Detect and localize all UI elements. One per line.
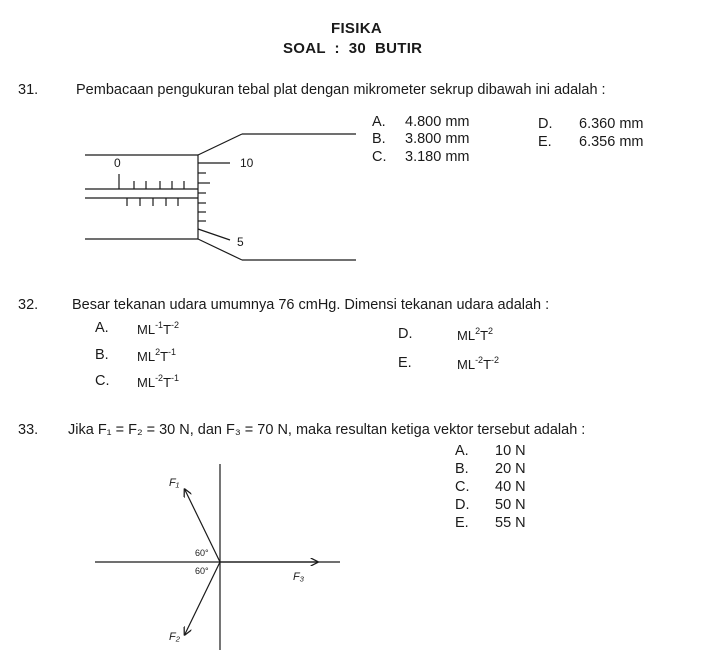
f3-label: F₃ — [293, 571, 305, 583]
option-letter: E. — [398, 355, 412, 371]
main-scale-zero-label: 0 — [114, 156, 121, 170]
thimble-upper-slant — [198, 134, 242, 155]
q33-option-b — [455, 461, 526, 477]
q31-option-e — [538, 134, 644, 150]
option-text: 6.356 mm — [579, 134, 644, 150]
q33-option-c — [455, 479, 526, 495]
option-formula: $ML^{-2}T^{-2}$ — [457, 355, 500, 372]
option-letter: D. — [398, 326, 413, 342]
page-title: FISIKA — [331, 20, 382, 37]
q32-option-c — [95, 373, 180, 390]
option-letter: B. — [372, 131, 386, 147]
option-formula: $ML^2T^2$ — [457, 326, 494, 343]
q31-option-c — [372, 149, 470, 165]
q32-option-a — [95, 320, 180, 337]
q32-option-d — [398, 326, 494, 343]
q31-option-a — [372, 114, 470, 130]
option-text: 10 N — [495, 443, 526, 459]
q31-text: Pembacaan pengukuran tebal plat dengan mikrometer sekrup dibawah ini adalah : — [76, 82, 606, 98]
f1-label: F₁ — [169, 477, 180, 489]
q33-option-a — [455, 443, 526, 459]
q33-text: Jika F₁ = F₂ = 30 N, dan F₃ = 70 N, maka resultan ketiga vektor tersebut adalah : — [68, 422, 586, 438]
option-letter: A. — [455, 443, 469, 459]
option-letter: D. — [455, 497, 470, 513]
option-letter: C. — [455, 479, 470, 495]
option-letter: E. — [538, 134, 552, 150]
vector-diagram — [95, 462, 355, 652]
q31-option-d — [538, 116, 644, 132]
page-subtitle: SOAL : 30 BUTIR — [283, 40, 423, 57]
micrometer-figure — [80, 128, 360, 268]
option-letter: A. — [95, 320, 109, 336]
angle-label-top: 60° — [195, 548, 209, 558]
option-letter: C. — [95, 373, 110, 389]
option-letter: E. — [455, 515, 469, 531]
option-text: 55 N — [495, 515, 526, 531]
q31-number: 31. — [18, 82, 39, 98]
option-formula: $ML^{-2}T^{-1}$ — [137, 373, 180, 390]
option-text: 50 N — [495, 497, 526, 513]
option-letter: C. — [372, 149, 387, 165]
option-text: 20 N — [495, 461, 526, 477]
option-text: 4.800 mm — [405, 114, 470, 130]
option-text: 3.800 mm — [405, 131, 470, 147]
f2-label: F₂ — [169, 631, 180, 643]
option-text: 6.360 mm — [579, 116, 644, 132]
option-letter: A. — [372, 114, 386, 130]
option-letter: D. — [538, 116, 553, 132]
option-formula: $ML^2T^{-1}$ — [137, 347, 177, 364]
q33-option-d — [455, 497, 526, 513]
thimble-label-10: 10 — [240, 156, 254, 170]
q32-number: 32. — [18, 297, 39, 313]
option-text: 3.180 mm — [405, 149, 470, 165]
angle-label-bottom: 60° — [195, 566, 209, 576]
q32-option-e — [398, 355, 500, 372]
option-text: 40 N — [495, 479, 526, 495]
q32-text: Besar tekanan udara umumnya 76 cmHg. Dimensi tekanan udara adalah : — [72, 297, 550, 313]
thimble-lower-slant — [198, 239, 242, 260]
q32-option-b — [95, 347, 177, 364]
thimble-label-5: 5 — [237, 235, 244, 249]
option-letter: B. — [455, 461, 469, 477]
q31-option-b — [372, 131, 470, 147]
q33-option-e — [455, 515, 526, 531]
option-formula: $ML^{-1}T^{-2}$ — [137, 320, 180, 337]
option-letter: B. — [95, 347, 109, 363]
q33-number: 33. — [18, 422, 39, 438]
